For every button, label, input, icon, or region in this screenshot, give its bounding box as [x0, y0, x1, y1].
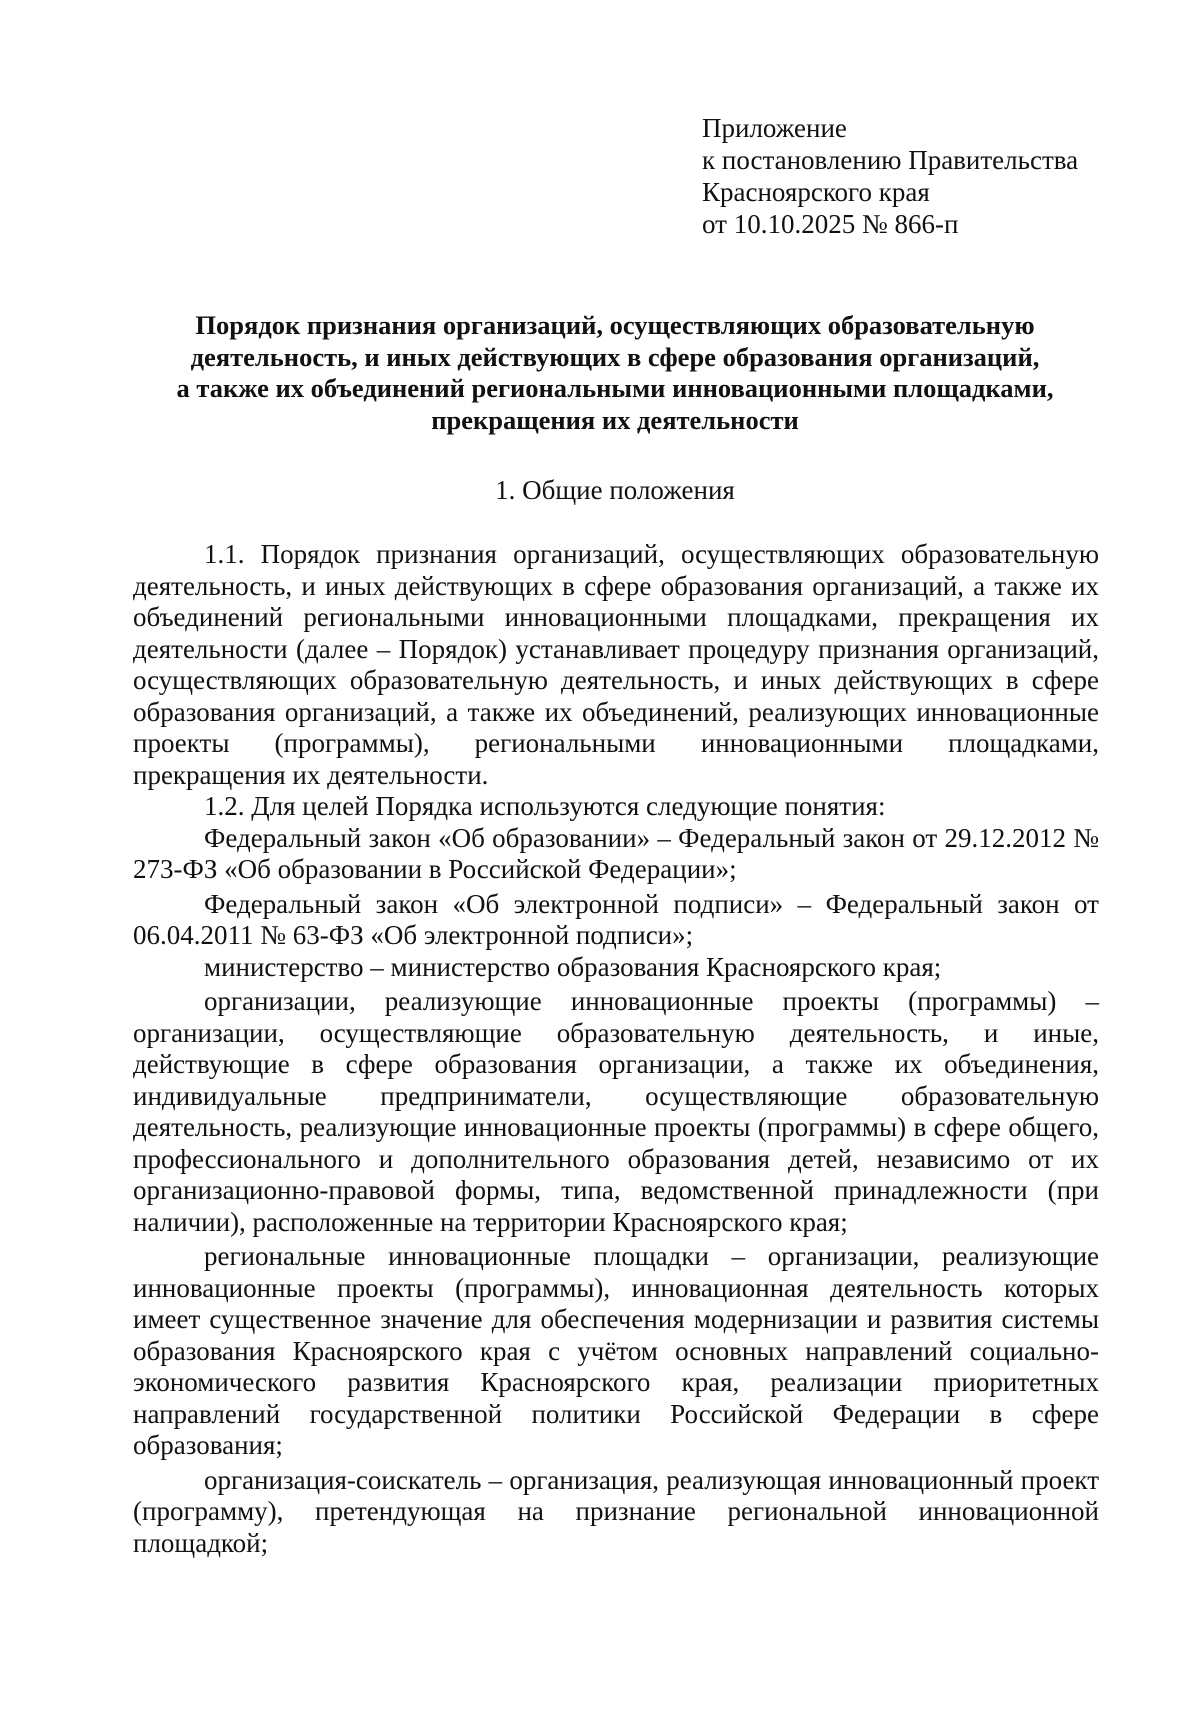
- paragraph-1-1: 1.1. Порядок признания организаций, осуществляющих образовательную деятельность, и иных действующих в сфере образования организаций, а также их объединений региональными инновационными площадками, прекращения их деятельности (далее – Порядок) устанавливает процедуру признания организаций, осуществляющих образовательную деятельность, и иных действующих в сфере образования организаций, а также их объединений, реализующих инновационные проекты (программы), региональными инновационными площадками, прекращения их деятельности.: [133, 539, 1099, 790]
- appendix-line-3: Красноярского края: [702, 177, 930, 207]
- title-line-2: деятельность, и иных действующих в сфере образования организаций,: [190, 341, 1040, 372]
- definition-ministry: министерство – министерство образования Красноярского края;: [204, 951, 942, 982]
- appendix-line-4: от 10.10.2025 № 866-п: [702, 209, 959, 239]
- title-line-1: Порядок признания организаций, осуществляющих образовательную: [195, 310, 1035, 340]
- appendix-block: [702, 112, 1142, 240]
- appendix-line-2: к постановлению Правительства: [702, 145, 1079, 175]
- document-title: [130, 310, 1100, 436]
- title-line-3: а также их объединений региональными инновационными площадками,: [176, 373, 1054, 403]
- body-text: [133, 539, 1099, 1559]
- definition-federal-law-education: Федеральный закон «Об образовании» – Федеральный закон от 29.12.2012 № 273-ФЗ «Об образовании в Российской Федерации»;: [133, 822, 1099, 884]
- definition-organizations: организации, реализующие инновационные проекты (программы) – организации, осуществляющие образовательную деятельность, и иные, действующие в сфере образования организации, а также их объединения, индивидуальные предприниматели, осуществляющие образовательную деятельность, реализующие инновационные проекты (программы) в сфере общего, профессионального и дополнительного образования детей, независимо от их организационно-правовой формы, типа, ведомственной принадлежности (при наличии), расположенные на территории Красноярского края;: [133, 986, 1099, 1237]
- definition-regional-sites: региональные инновационные площадки – организации, реализующие инновационные проекты (программы), инновационная деятельность которых имеет существенное значение для обеспечения модернизации и развития системы образования Красноярского края с учётом основных направлений социально-экономического развития Красноярского края, реализации приоритетных направлений государственной политики Российской Федерации в сфере образования;: [133, 1241, 1099, 1460]
- definition-federal-law-esignature: Федеральный закон «Об электронной подписи» – Федеральный закон от 06.04.2011 № 63-ФЗ «Об электронной подписи»;: [133, 888, 1099, 950]
- definition-applicant: организация-соискатель – организация, реализующая инновационный проект (программу), претендующая на признание региональной инновационной площадкой;: [133, 1464, 1099, 1558]
- paragraph-1-2: 1.2. Для целей Порядка используются следующие понятия:: [204, 791, 886, 821]
- appendix-line-1: Приложение: [702, 113, 847, 143]
- title-line-4: прекращения их деятельности: [431, 404, 799, 435]
- section-heading: 1. Общие положения: [495, 475, 735, 505]
